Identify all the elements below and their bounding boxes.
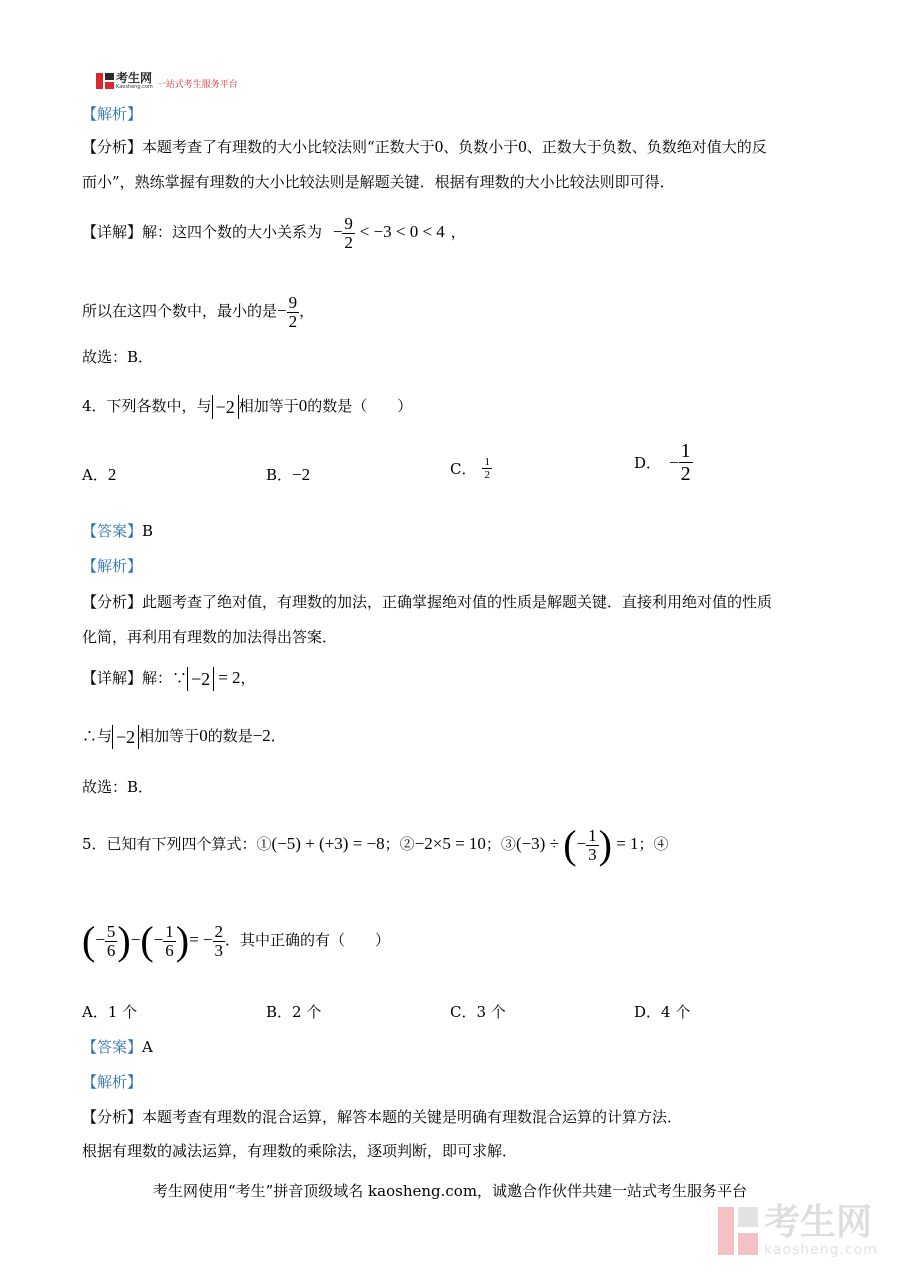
watermark-domain: kaosheng.com xyxy=(764,1242,878,1258)
q3-smallest-line: 所以在这四个数中，最小的是− $\frac{9}{2}$ ， xyxy=(82,292,315,331)
q4-therefore-line: ∴与 −2 相加等于0的数是−2． xyxy=(82,726,286,747)
fraction-neg-9-2-result: $\frac{9}{2}$ xyxy=(288,292,298,331)
abs-neg-2: −2 xyxy=(212,395,239,419)
q5-expr-4: (− $\frac{5}{6}$ )−(− $\frac{1}{6}$ )= − $\frac{2}{3}$ xyxy=(82,918,224,964)
q5-stem-line-2: (− $\frac{5}{6}$ )−(− $\frac{1}{6}$ )= − $\frac{2}{3}$ ．其中正确的有（ ） xyxy=(82,918,391,964)
q4-analysis-line-1: 【分析】此题考查了绝对值，有理数的加法，正确掌握绝对值的性质是解题关键．直接利用绝对值的性质 xyxy=(82,593,773,611)
q5-option-d: D．4 个 xyxy=(634,1003,691,1021)
q4-jiexi-heading: 【解析】 xyxy=(82,557,143,575)
q5-stem-line-1: 5．已知有下列四个算式：①(−5) + (+3) = −8；②−2×5 = 10；③(−3) ÷ (− $\frac{1}{3}$ ) = 1；④ xyxy=(82,822,669,868)
page-footer: 考生网使用“考生”拼音顶级域名 kaosheng.com，诚邀合作伙伴共建一站式考生服务平台 xyxy=(152,1182,748,1200)
q5-analysis-line-1: 【分析】本题考查有理数的混合运算，解答本题的关键是明确有理数混合运算的计算方法． xyxy=(82,1108,683,1126)
logo-slogan: 一站式考生服务平台 xyxy=(156,79,238,90)
q3-jiexi-heading: 【解析】 xyxy=(82,105,143,123)
q4-option-d: D． − $\frac{1}{2}$ xyxy=(634,440,691,485)
q4-answer-choice: 故选：B． xyxy=(82,778,154,796)
kaosheng-logo-icon xyxy=(96,73,114,89)
q5-analysis-line-2: 根据有理数的减法运算，有理数的乘除法，逐项判断，即可求解． xyxy=(82,1142,518,1160)
q5-expr-1: (−5) + (+3) = −8 xyxy=(271,834,385,853)
q5-expr-2: −2×5 = 10 xyxy=(414,834,486,853)
q4-detail-line: 【详解】解：∵ −2 = 2， xyxy=(82,668,256,689)
q5-answer: 【答案】A xyxy=(82,1038,153,1056)
q4-option-c: C． $\frac{1}{2}$ xyxy=(450,456,490,481)
logo-name: 考生网 xyxy=(116,71,153,85)
q5-option-c: C．3 个 xyxy=(450,1003,506,1021)
fraction-neg-9-2: $\frac{9}{2}$ xyxy=(344,213,353,252)
q5-jiexi-heading: 【解析】 xyxy=(82,1073,143,1091)
q5-option-b: B．2 个 xyxy=(266,1003,322,1021)
logo-domain: Kaosheng.com xyxy=(116,84,153,90)
q5-expr-3: (−3) ÷ (− $\frac{1}{3}$ ) = 1 xyxy=(515,822,639,868)
watermark-name: 考生网 xyxy=(764,1202,873,1243)
q5-option-a: A．1 个 xyxy=(82,1003,138,1021)
q3-analysis-line-2: 而小”，熟练掌握有理数的大小比较法则是解题关键．根据有理数的大小比较法则即可得． xyxy=(82,173,675,191)
q3-analysis-line-1: 【分析】本题考查了有理数的大小比较法则“正数大于0、负数小于0、正数大于负数、负数绝对值大的反 xyxy=(82,137,767,156)
q3-detail-line: 【详解】解：这四个数的大小关系为 − $\frac{9}{2}$ < −3 < 0 < 4 ， xyxy=(82,213,466,252)
q3-answer-choice: 故选：B． xyxy=(82,348,154,366)
q4-analysis-line-2: 化简，再利用有理数的加法得出答案． xyxy=(82,628,338,646)
q4-option-a: A．2 xyxy=(82,465,117,484)
kaosheng-watermark-icon xyxy=(718,1207,758,1255)
kaosheng-watermark xyxy=(718,1204,878,1258)
kaosheng-logo xyxy=(96,72,238,90)
q4-option-b: B．−2 xyxy=(266,465,311,484)
q4-stem: 4．下列各数中，与 −2 相加等于0的数是（ ） xyxy=(82,396,413,417)
q4-answer: 【答案】B xyxy=(82,522,154,540)
